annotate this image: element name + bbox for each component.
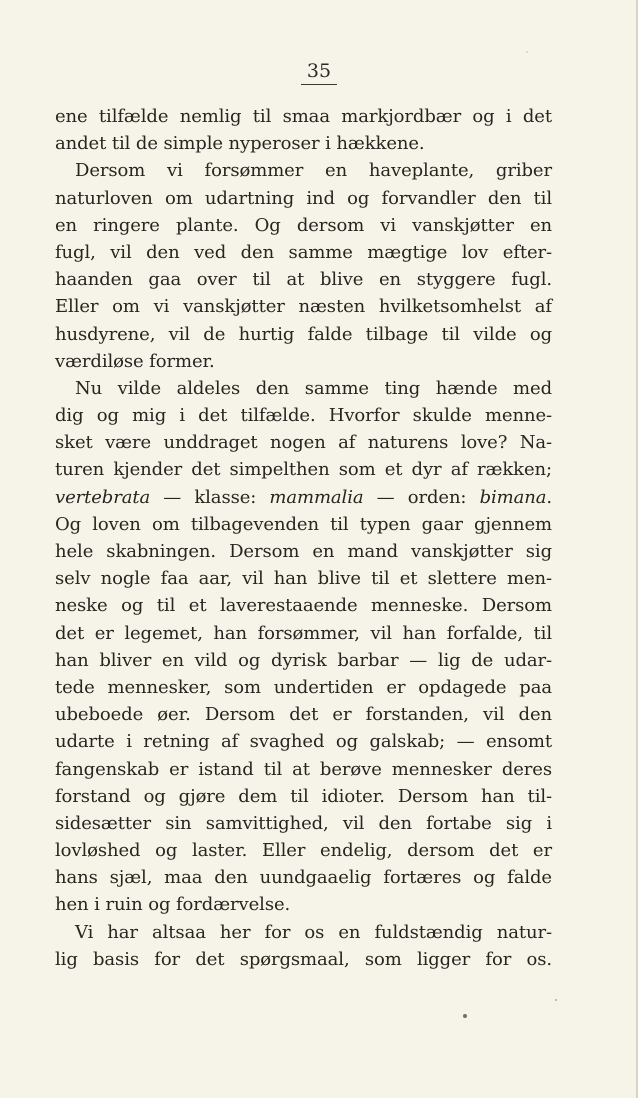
text-line: Dersom vi forsømmer en haveplante, griber	[75, 160, 552, 182]
text-line: selv nogle faa aar, vil han blive til et slettere men-	[55, 568, 552, 590]
text-line: hele skabningen. Dersom en mand vanskjøtter sig	[55, 541, 552, 562]
text-line: naturloven om udartning ind og forvandler den til	[55, 187, 552, 209]
text-line: forstand og gjøre dem til idioter. Dersom han til-	[55, 785, 552, 807]
text-span: — orden:	[363, 486, 480, 508]
text-line: sidesætter sin samvittighed, vil den fortabe sig i	[55, 812, 552, 834]
page-number-container	[0, 58, 638, 85]
ink-speck	[463, 1014, 467, 1018]
text-line: ubeboede øer. Dersom det er forstanden, vil den	[55, 704, 552, 726]
text-line: ene tilfælde nemlig til smaa markjordbær og i det	[55, 106, 552, 127]
text-line: andet til de simple nyperoser i hækkene.	[55, 133, 425, 155]
text-line: sket være unddraget nogen af naturens love? Na-	[55, 432, 552, 454]
text-line: Vi har altsaa her for os en fuldstændig natur-	[75, 921, 552, 943]
italic-term: mammalia	[269, 486, 364, 508]
text-line: lovløshed og laster. Eller endelig, dersom det er	[55, 840, 552, 862]
text-line: husdyrene, vil de hurtig falde tilbage til vilde og	[55, 323, 552, 345]
text-span: .	[546, 486, 552, 508]
text-line: hen i ruin og fordærvelse.	[55, 894, 291, 916]
body-text	[55, 103, 552, 973]
text-line: tede mennesker, som undertiden er opdagede paa	[55, 676, 552, 698]
text-line: turen kjender det simpelthen som et dyr af rækken;	[55, 459, 552, 481]
text-line: neske og til et laverestaaende menneske. Dersom	[55, 595, 552, 617]
text-line: han bliver en vild og dyrisk barbar — lig de udar-	[55, 649, 552, 671]
italic-term: vertebrata	[55, 486, 151, 508]
text-line: lig basis for det spørgsmaal, som ligger for os.	[55, 948, 552, 970]
text-line: dig og mig i det tilfælde. Hvorfor skulde menne-	[55, 405, 552, 427]
text-line: haanden gaa over til at blive en styggere fugl.	[55, 269, 552, 291]
ink-speck	[526, 51, 528, 53]
text-line: fugl, vil den ved den samme mægtige lov efter-	[55, 241, 552, 263]
text-line: Nu vilde aldeles den samme ting hænde med	[75, 377, 552, 399]
page-number: 35	[301, 58, 337, 85]
text-line: en ringere plante. Og dersom vi vanskjøtter en	[55, 214, 552, 236]
ink-speck	[555, 999, 557, 1001]
text-line: udarte i retning af svaghed og galskab; — ensomt	[55, 731, 552, 753]
text-line: det er legemet, han forsømmer, vil han forfalde, til	[55, 622, 552, 644]
text-span: — klasse:	[150, 486, 270, 508]
text-line: værdiløse former.	[55, 350, 215, 372]
text-line	[55, 484, 552, 511]
text-line: Eller om vi vanskjøtter næsten hvilketsomhelst af	[55, 296, 552, 318]
text-line: hans sjæl, maa den uundgaaelig fortæres og falde	[55, 867, 552, 889]
text-line: fangenskab er istand til at berøve mennesker deres	[55, 758, 552, 780]
italic-term: bimana	[479, 486, 547, 508]
text-line: Og loven om tilbagevenden til typen gaar gjennem	[55, 513, 552, 535]
